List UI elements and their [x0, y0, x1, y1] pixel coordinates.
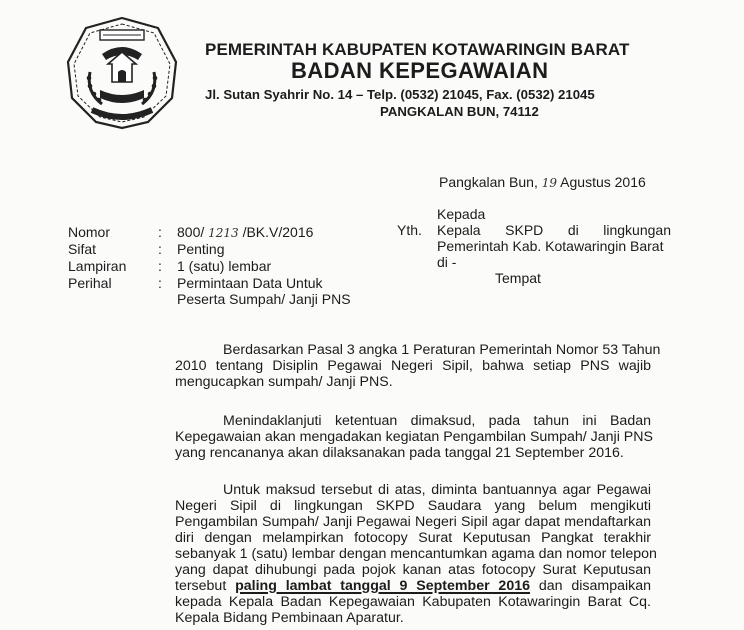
- dateline: [439, 174, 646, 191]
- meta-colon: :: [158, 275, 162, 291]
- paragraph-line: kepada Kepala Badan Kepegawaian Kabupaten Kotawaringin Barat Cq.: [175, 594, 651, 610]
- meta-sifat-label: Sifat: [68, 241, 97, 257]
- body-paragraph-1: [175, 342, 661, 390]
- paragraph-line: Negeri Sipil di lingkungan SKPD Saudara yang belum mengikuti: [175, 498, 651, 514]
- meta-colon: :: [158, 241, 162, 257]
- meta-sifat-value: Penting: [177, 241, 225, 257]
- deadline-emphasis: paling lambat tanggal 9 September 2016: [235, 578, 530, 594]
- paragraph-line: Kepala Bidang Pembinaan Aparatur.: [175, 610, 404, 626]
- meta-perihal-label: Perihal: [68, 275, 112, 291]
- paragraph-line: mengucapkan sumpah/ Janji PNS.: [175, 374, 393, 390]
- dateline-place: Pangkalan Bun,: [439, 174, 538, 190]
- meta-nomor-label: Nomor: [68, 224, 111, 240]
- paragraph-line: Menindaklanjuti ketentuan dimaksud, pada tahun ini Badan: [223, 413, 651, 429]
- dateline-month-year: Agustus 2016: [560, 174, 646, 190]
- letterhead-address: Jl. Sutan Syahrir No. 14 – Telp. (0532) 21045, Fax. (0532) 21045: [205, 87, 595, 102]
- letterhead-city: PANGKALAN BUN, 74112: [380, 104, 539, 119]
- deadline-post: dan disampaikan: [538, 578, 651, 594]
- nomor-handwritten: 1213: [208, 226, 239, 240]
- letterhead-government: PEMERINTAH KABUPATEN KOTAWARINGIN BARAT: [205, 40, 630, 59]
- nomor-prefix: 800/: [177, 224, 205, 240]
- regency-emblem-icon: [62, 14, 182, 132]
- addressee-yth: Yth.: [397, 222, 422, 238]
- meta-lampiran-value: 1 (satu) lembar: [177, 258, 272, 274]
- letterhead-agency: BADAN KEPEGAWAIAN: [291, 58, 549, 83]
- paragraph-line: yang dapat dihubungi pada pojok kanan atas fotocopy Surat Keputusan: [175, 562, 651, 578]
- addressee-line-3: di -: [437, 254, 457, 270]
- deadline-line: [175, 578, 651, 594]
- paragraph-line: Untuk maksud tersebut di atas, diminta bantuannya agar Pegawai: [223, 482, 651, 498]
- addressee-kepada: Kepada: [437, 206, 486, 222]
- meta-colon: :: [158, 224, 162, 240]
- paragraph-line: yang rencananya akan dilaksanakan pada tanggal 21 September 2016.: [175, 445, 624, 461]
- addressee-line-1: Kepala SKPD di lingkungan: [437, 222, 671, 238]
- paragraph-line: diri dengan melampirkan fotocopy Surat Keputusan Pangkat terakhir: [175, 530, 651, 546]
- meta-lampiran-label: Lampiran: [68, 258, 127, 274]
- addressee-line-4: Tempat: [495, 270, 541, 286]
- dateline-day: 19: [541, 176, 558, 190]
- paragraph-line: Kepegawaian akan mengadakan kegiatan Pengambilan Sumpah/ Janji PNS: [175, 429, 653, 445]
- paragraph-line: Pengambilan Sumpah/ Janji Pegawai Negeri Sipil agar dapat mendaftarkan: [175, 514, 651, 530]
- meta-colon: :: [158, 258, 162, 274]
- meta-perihal-line-1: Permintaan Data Untuk: [177, 275, 323, 291]
- addressee-line-2: Pemerintah Kab. Kotawaringin Barat: [437, 238, 664, 254]
- deadline-pre: tersebut: [175, 578, 227, 594]
- body-paragraph-2: [175, 413, 651, 461]
- meta-nomor-value: [177, 224, 313, 241]
- meta-perihal-line-2: Peserta Sumpah/ Janji PNS: [177, 291, 351, 307]
- nomor-suffix: /BK.V/2016: [242, 224, 314, 240]
- paragraph-line: sebanyak 1 (satu) lembar dengan mencantumkan agama dan nomor telepon: [175, 546, 657, 562]
- paragraph-line: 2010 tentang Disiplin Pegawai Negeri Sipil, bahwa setiap PNS wajib: [175, 358, 651, 374]
- body-paragraph-3: [175, 482, 657, 626]
- paragraph-line: Berdasarkan Pasal 3 angka 1 Peraturan Pemerintah Nomor 53 Tahun: [223, 342, 661, 358]
